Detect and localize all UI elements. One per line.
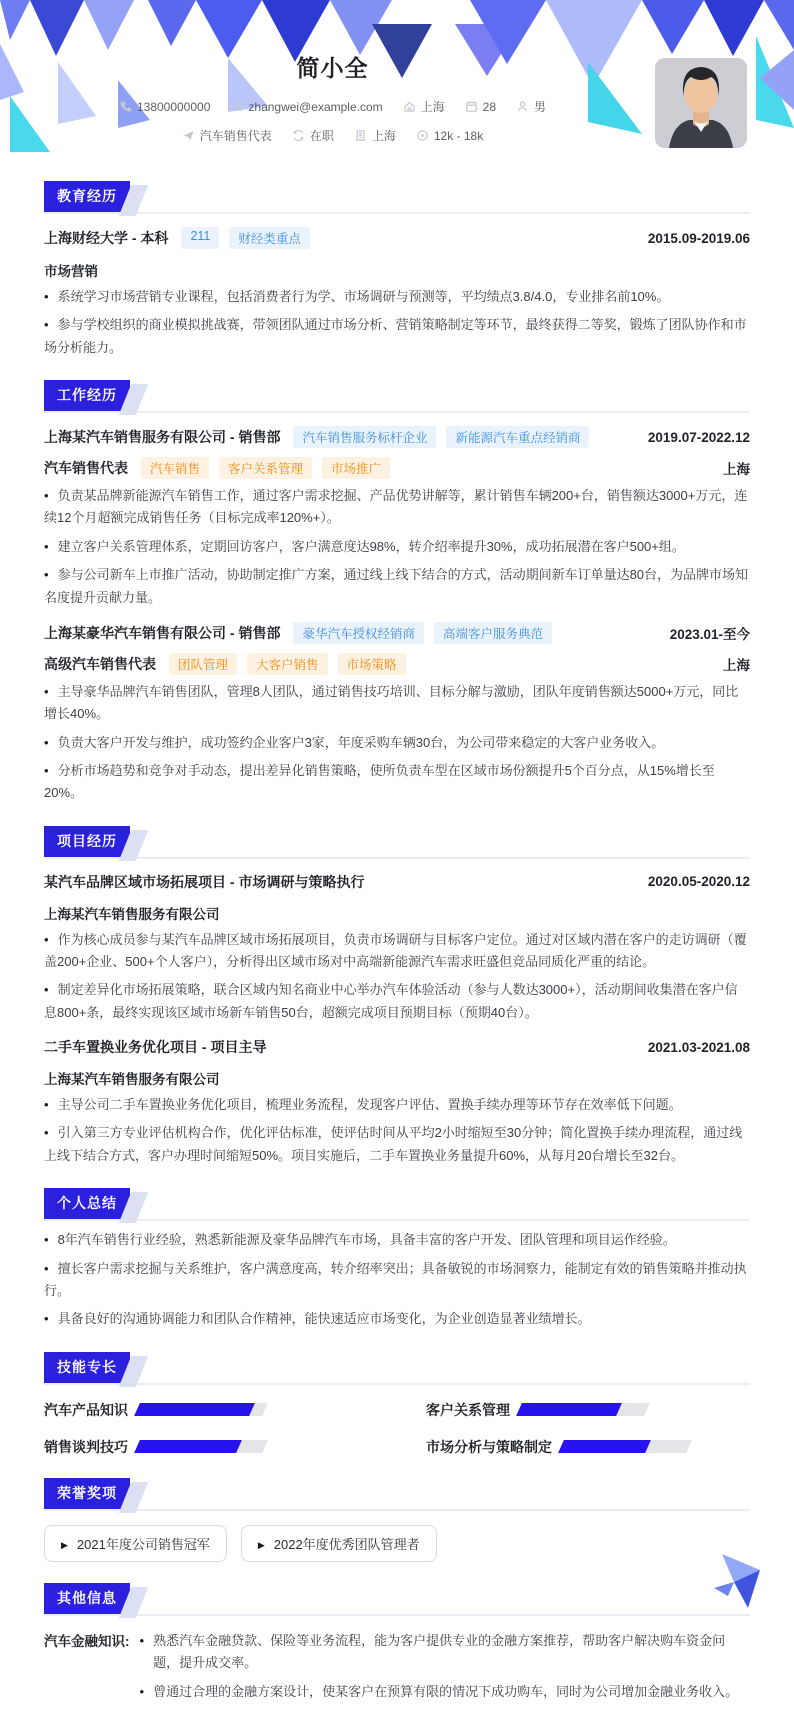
bullet-item: • 曾通过合理的金融方案设计，使某客户在预算有限的情况下成功购车，同时为公司增加金融业务收入。	[140, 1681, 751, 1703]
gender-value: 男	[534, 100, 547, 114]
project-entry	[44, 872, 750, 1024]
work-entry	[44, 426, 750, 609]
company-tag: 新能源汽车重点经销商	[446, 426, 589, 448]
contact-item	[465, 100, 496, 114]
paper-plane-logo	[708, 1548, 766, 1610]
bullet-item: • 具备良好的沟通协调能力和团队合作精神，能快速适应市场变化，为企业创造显著业绩增长。	[44, 1308, 750, 1330]
bullet-item: • 负责某品牌新能源汽车销售工作，通过客户需求挖掘、产品优势讲解等，累计销售车辆200+台，销售额达3000+万元，连续12个月超额完成销售任务（目标完成率120%+）。	[44, 485, 750, 530]
section-projects	[44, 826, 750, 1168]
avatar	[655, 58, 747, 148]
work-entry	[44, 622, 750, 805]
status-icon	[292, 129, 305, 142]
home-icon	[403, 100, 416, 113]
gender-icon	[516, 100, 529, 113]
contact-item	[516, 98, 546, 115]
email-value: zhangwei@example.com	[248, 99, 383, 114]
skill-tag: 团队管理	[169, 653, 237, 675]
bullet-item: • 作为核心成员参与某汽车品牌区域市场拓展项目，负责市场调研与目标客户定位。通过对区域内潜在客户的走访调研（覆盖200+企业、500+个人客户），分析得出区域市场对中高端新能源汽车需求旺盛但竞品同质化严重的结论。	[44, 929, 750, 974]
skill-tag: 市场策略	[338, 653, 406, 675]
play-icon	[258, 1536, 265, 1551]
contact-item	[119, 100, 210, 114]
bullet-item: • 熟悉汽车金融贷款、保险等业务流程，能为客户提供专业的金融方案推荐，帮助客户解决购车资金问题，提升成交率。	[140, 1630, 751, 1675]
section-title-badge: 技能专长	[44, 1352, 130, 1383]
work-location: 上海	[723, 462, 750, 478]
skill-tag: 汽车销售	[141, 457, 209, 479]
company-tag: 豪华汽车授权经销商	[293, 622, 424, 644]
school-tag: 财经类重点	[229, 227, 310, 249]
skill-item	[44, 1400, 368, 1420]
bullet-item: • 建立客户关系管理体系，定期回访客户，客户满意度达98%，转介绍率提升30%，成功拓展潜在客户500+组。	[44, 536, 750, 558]
project-company: 上海某汽车销售服务有限公司	[44, 1072, 220, 1088]
section-header	[44, 181, 750, 214]
section-header	[44, 380, 750, 413]
contact-item	[416, 129, 483, 143]
skill-tag: 大客户销售	[247, 653, 328, 675]
contact-item	[230, 100, 382, 114]
resume-header	[0, 0, 794, 160]
bullet-item: • 系统学习市场营销专业课程，包括消费者行为学、市场调研与预测等，平均绩点3.8/4.0，专业排名前10%。	[44, 286, 750, 308]
contact-item	[403, 98, 445, 115]
other-label: 汽车金融知识:	[44, 1633, 130, 1649]
play-icon	[61, 1536, 68, 1551]
skill-item	[44, 1437, 368, 1457]
target-position-value: 汽车销售代表	[199, 129, 272, 143]
skill-bar	[134, 1440, 268, 1453]
bullet-item: • 分析市场趋势和竞争对手动态，提出差异化销售策略，使所负责车型在区域市场份额提升5个百分点，从15%增长至20%。	[44, 760, 750, 805]
project-name: 二手车置换业务优化项目 - 项目主导	[44, 1039, 267, 1056]
skill-item	[426, 1400, 750, 1420]
contact-row-2	[0, 127, 665, 144]
candidate-name: 简小全	[296, 55, 369, 81]
project-date: 2021.03-2021.08	[647, 1039, 750, 1055]
section-title-badge: 个人总结	[44, 1188, 130, 1219]
company-name: 上海某汽车销售服务有限公司 - 销售部	[44, 429, 281, 446]
phone-value: 13800000000	[136, 99, 211, 114]
skills-grid	[44, 1400, 750, 1457]
skill-tag: 市场推广	[322, 457, 390, 479]
project-entry	[44, 1037, 750, 1167]
bullet-item: • 主导豪华品牌汽车销售团队，管理8人团队，通过销售技巧培训、目标分解与激励，团队年度销售额达5000+万元，同比增长40%。	[44, 681, 750, 726]
honor-pill[interactable]	[241, 1525, 437, 1562]
section-title-badge: 项目经历	[44, 826, 130, 857]
contact-row-1	[0, 98, 665, 115]
bullet-item: • 擅长客户需求挖掘与关系维护，客户满意度高，转介绍率突出；具备敏锐的市场洞察力，能制定有效的销售策略并推动执行。	[44, 1258, 750, 1303]
city-icon	[354, 129, 367, 142]
skill-label: 市场分析与策略制定	[426, 1438, 552, 1455]
project-name: 某汽车品牌区域市场拓展项目 - 市场调研与策略执行	[44, 873, 365, 890]
email-icon	[230, 100, 243, 113]
role-title: 高级汽车销售代表	[44, 655, 156, 672]
major: 市场营销	[44, 264, 98, 279]
bullet-item: • 参与学校组织的商业模拟挑战赛，带领团队通过市场分析、营销策略制定等环节，最终获得二等奖，锻炼了团队协作和市场分析能力。	[44, 314, 750, 359]
honor-label: 2021年度公司销售冠军	[76, 1536, 210, 1552]
section-title-badge: 荣誉奖项	[44, 1478, 130, 1509]
skill-label: 销售谈判技巧	[44, 1438, 128, 1455]
work-city-value: 上海	[371, 129, 396, 143]
position-icon	[182, 129, 195, 142]
section-other	[44, 1583, 750, 1711]
company-tag: 高端客户服务典范	[434, 622, 552, 644]
section-header	[44, 826, 750, 859]
skill-tag: 客户关系管理	[219, 457, 312, 479]
contact-item	[292, 127, 334, 144]
bullet-dot: •	[139, 1684, 145, 1700]
bullet-dot: •	[139, 1632, 145, 1648]
skill-bar	[516, 1403, 650, 1416]
role-title: 汽车销售代表	[44, 460, 128, 477]
skill-bar	[134, 1403, 268, 1416]
work-date: 2023.01-至今	[669, 626, 750, 642]
section-work	[44, 380, 750, 805]
bullet-item: • 8年汽车销售行业经验，熟悉新能源及豪华品牌汽车市场，具备丰富的客户开发、团队管理和项目运作经验。	[44, 1229, 750, 1251]
bullet-item: • 负责大客户开发与维护，成功签约企业客户3家，年度采购车辆30台，为公司带来稳定的大客户业务收入。	[44, 732, 750, 754]
section-honors	[44, 1478, 750, 1562]
bullet-item: • 制定差异化市场拓展策略，联合区域内知名商业中心举办汽车体验活动（参与人数达3000+），活动期间收集潜在客户信息800+条，最终实现该区域市场新车销售50台，超额完成项目预期目标（预期40台）。	[44, 979, 750, 1024]
education-entry-header	[44, 227, 750, 249]
job-status-value: 在职	[309, 129, 334, 143]
contact-item	[354, 127, 396, 144]
honor-label: 2022年度优秀团队管理者	[273, 1536, 420, 1552]
bullet-item: • 参与公司新车上市推广活动，协助制定推广方案，通过线上线下结合的方式，活动期间新车订单量达80台，为品牌市场知名度提升贡献力量。	[44, 564, 750, 609]
honors-list	[44, 1525, 750, 1562]
honor-pill[interactable]	[44, 1525, 227, 1562]
skill-label: 客户关系管理	[426, 1401, 510, 1418]
work-location: 上海	[723, 657, 750, 673]
section-title-badge: 其他信息	[44, 1583, 130, 1614]
skill-bar	[558, 1440, 692, 1453]
home-city-value: 上海	[420, 100, 445, 114]
company-name: 上海某豪华汽车销售有限公司 - 销售部	[44, 624, 281, 641]
education-date: 2015.09-2019.06	[647, 230, 750, 246]
section-summary	[44, 1188, 750, 1330]
salary-value: 12k - 18k	[433, 128, 484, 143]
section-header	[44, 1352, 750, 1385]
phone-icon	[119, 100, 132, 113]
age-icon	[465, 100, 478, 113]
other-info-row	[44, 1630, 750, 1711]
school-tag: 211	[181, 227, 219, 249]
salary-icon	[416, 129, 429, 142]
section-title-badge: 教育经历	[44, 181, 130, 212]
section-header	[44, 1583, 750, 1616]
project-date: 2020.05-2020.12	[647, 874, 750, 890]
section-header	[44, 1478, 750, 1511]
contact-item	[182, 127, 272, 144]
school-name: 上海财经大学 - 本科	[44, 230, 169, 246]
age-value: 28	[482, 99, 497, 114]
section-title-badge: 工作经历	[44, 380, 130, 411]
company-tag: 汽车销售服务标杆企业	[293, 426, 436, 448]
skill-item	[426, 1437, 750, 1457]
section-header	[44, 1188, 750, 1221]
skill-label: 汽车产品知识	[44, 1401, 128, 1418]
work-date: 2019.07-2022.12	[647, 429, 750, 445]
bullet-item: • 引入第三方专业评估机构合作，优化评估标准，使评估时间从平均2小时缩短至30分钟；简化置换手续办理流程，通过线上线下结合方式，客户办理时间缩短50%。项目实施后，二手车置换业务量提升60%，从每月20台增长至32台。	[44, 1122, 750, 1167]
bullet-item: • 主导公司二手车置换业务优化项目，梳理业务流程，发现客户评估、置换手续办理等环节存在效率低下问题。	[44, 1094, 750, 1116]
project-company: 上海某汽车销售服务有限公司	[44, 906, 220, 922]
section-education	[44, 181, 750, 359]
section-skills	[44, 1352, 750, 1457]
